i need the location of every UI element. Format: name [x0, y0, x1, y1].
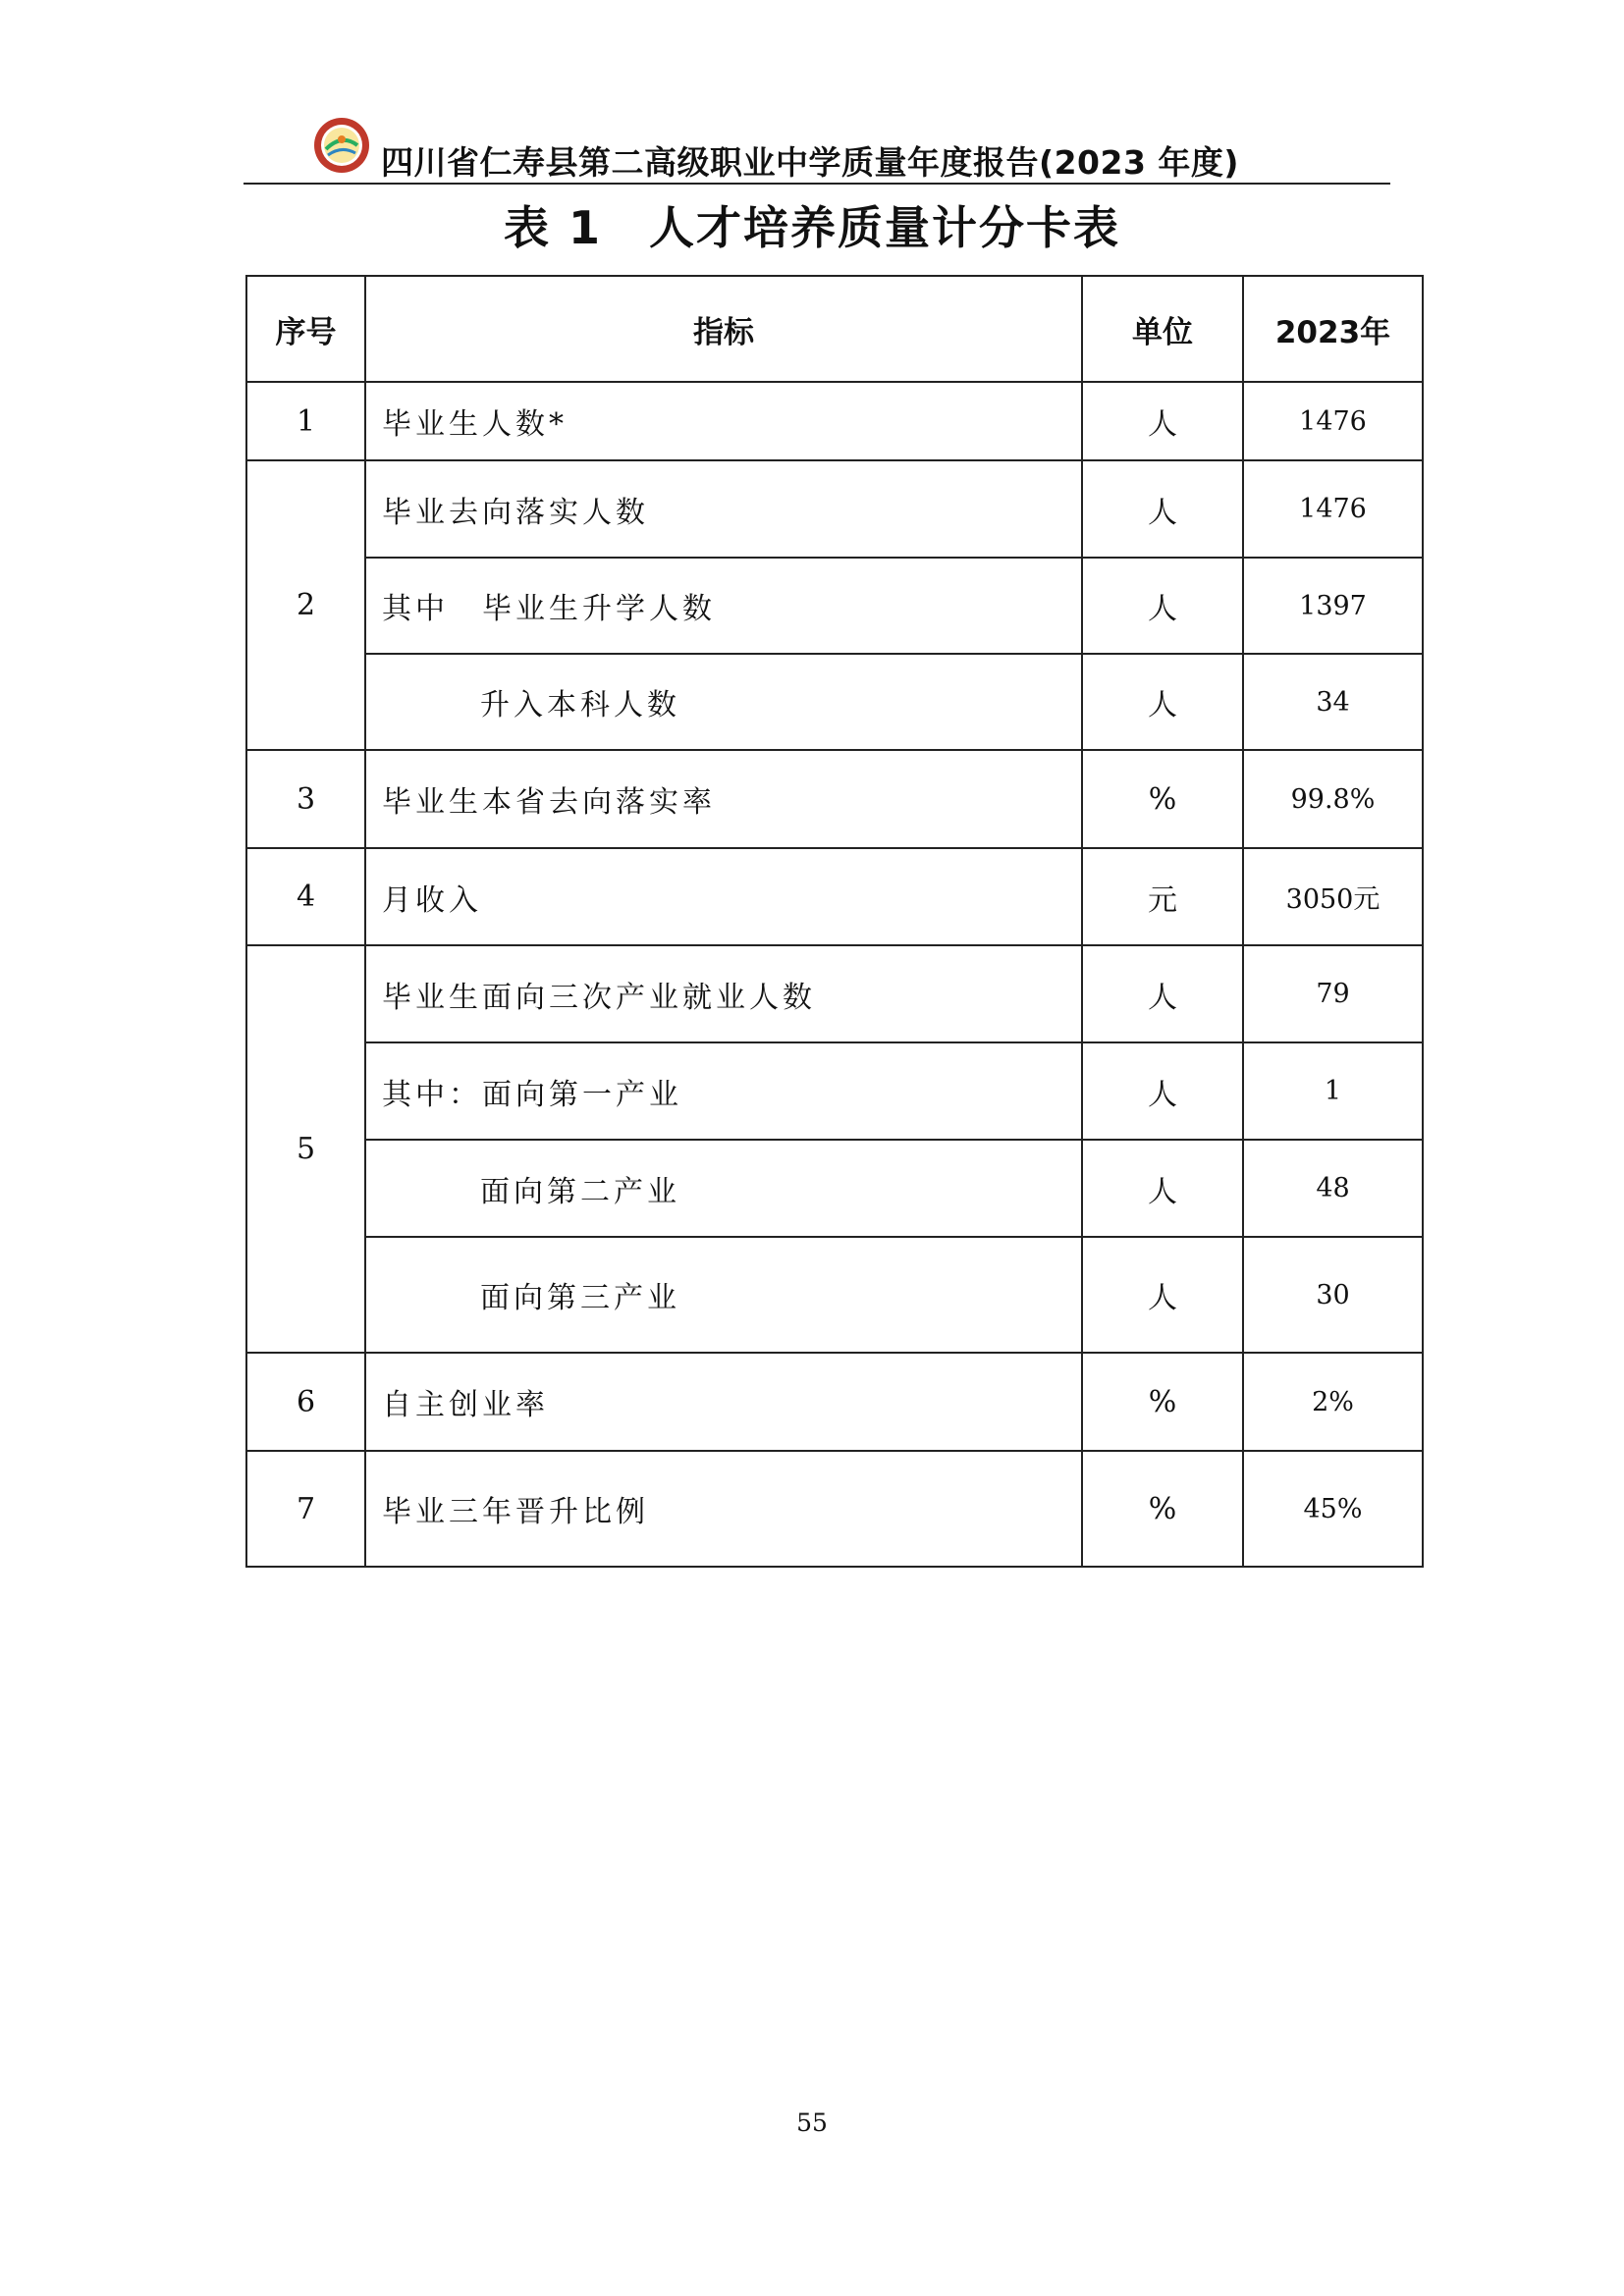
- row-seq: 2: [246, 460, 365, 750]
- table-row: [246, 654, 1423, 750]
- report-header-title: 四川省仁寿县第二高级职业中学质量年度报告(2023 年度): [381, 143, 1239, 182]
- row-value: 99.8%: [1243, 750, 1423, 848]
- row-unit: %: [1082, 750, 1243, 848]
- row-indicator: 毕业生本省去向落实率: [365, 750, 1082, 848]
- row-unit: %: [1082, 1451, 1243, 1567]
- row-seq: 3: [246, 750, 365, 848]
- row-seq: 6: [246, 1353, 365, 1451]
- row-unit: 元: [1082, 848, 1243, 945]
- row-indicator: 其中：面向第一产业: [365, 1042, 1082, 1140]
- table-row: [246, 1042, 1423, 1140]
- row-unit: 人: [1082, 1042, 1243, 1140]
- row-indicator: 升入本科人数: [365, 654, 1082, 750]
- row-indicator: 月收入: [365, 848, 1082, 945]
- header-seq: 序号: [246, 276, 365, 382]
- table-row: [246, 1353, 1423, 1451]
- table-row: [246, 848, 1423, 945]
- row-seq: 7: [246, 1451, 365, 1567]
- row-unit: %: [1082, 1353, 1243, 1451]
- table-row: [246, 1451, 1423, 1567]
- row-unit: 人: [1082, 382, 1243, 460]
- header-indicator: 指标: [365, 276, 1082, 382]
- table-row: [246, 1140, 1423, 1237]
- row-value: 1397: [1243, 558, 1423, 654]
- page-number: 55: [796, 2109, 828, 2137]
- table-row: [246, 382, 1423, 460]
- row-indicator: 毕业生人数*: [365, 382, 1082, 460]
- row-value: 3050元: [1243, 848, 1423, 945]
- row-value: 34: [1243, 654, 1423, 750]
- row-indicator: 毕业生面向三次产业就业人数: [365, 945, 1082, 1042]
- row-unit: 人: [1082, 945, 1243, 1042]
- table-row: [246, 1237, 1423, 1353]
- row-unit: 人: [1082, 460, 1243, 558]
- row-seq: 4: [246, 848, 365, 945]
- row-indicator: 面向第二产业: [365, 1140, 1082, 1237]
- school-logo: [312, 116, 371, 175]
- row-value: 30: [1243, 1237, 1423, 1353]
- page-header: [244, 110, 1390, 187]
- row-unit: 人: [1082, 1237, 1243, 1353]
- row-unit: 人: [1082, 654, 1243, 750]
- row-value: 79: [1243, 945, 1423, 1042]
- header-year: 2023年: [1243, 276, 1423, 382]
- table-row: [246, 558, 1423, 654]
- row-indicator: 毕业三年晋升比例: [365, 1451, 1082, 1567]
- table-title: 表 1 人才培养质量计分卡表: [503, 201, 1121, 254]
- row-seq: 1: [246, 382, 365, 460]
- row-indicator: 毕业去向落实人数: [365, 460, 1082, 558]
- row-value: 1476: [1243, 460, 1423, 558]
- header-unit: 单位: [1082, 276, 1243, 382]
- table-header-row: [246, 276, 1423, 382]
- table-row: [246, 750, 1423, 848]
- row-seq: 5: [246, 945, 365, 1353]
- row-value: 1: [1243, 1042, 1423, 1140]
- row-value: 45%: [1243, 1451, 1423, 1567]
- row-unit: 人: [1082, 1140, 1243, 1237]
- row-unit: 人: [1082, 558, 1243, 654]
- row-indicator: 面向第三产业: [365, 1237, 1082, 1353]
- row-value: 48: [1243, 1140, 1423, 1237]
- table-row: [246, 945, 1423, 1042]
- row-indicator: 自主创业率: [365, 1353, 1082, 1451]
- row-indicator: 其中 毕业生升学人数: [365, 558, 1082, 654]
- row-value: 1476: [1243, 382, 1423, 460]
- header-divider: [244, 183, 1390, 185]
- talent-quality-scorecard-table: [245, 275, 1424, 1568]
- row-value: 2%: [1243, 1353, 1423, 1451]
- table-row: [246, 460, 1423, 558]
